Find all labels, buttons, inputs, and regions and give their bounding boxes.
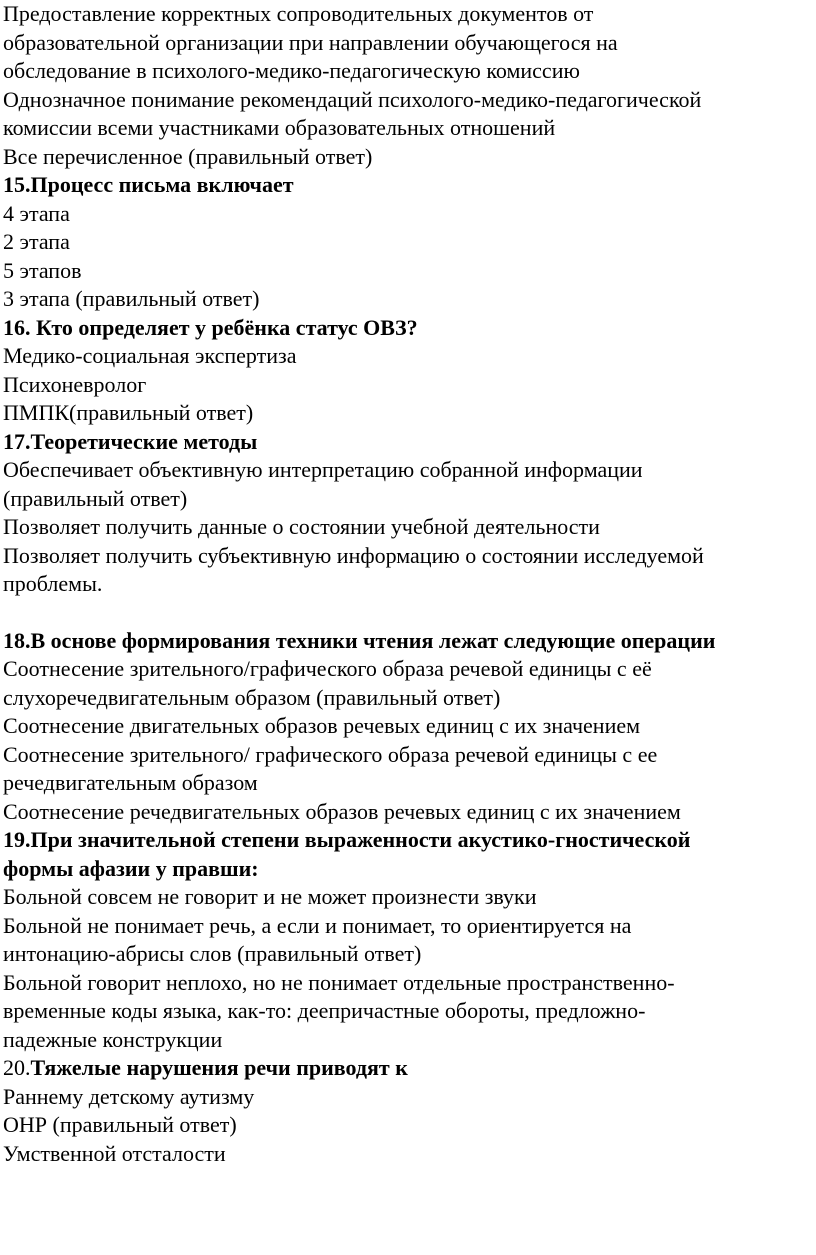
answer-line: Больной говорит неплохо, но не понимает отдельные пространственно- xyxy=(3,969,675,995)
answer-line: ПМПК(правильный ответ) xyxy=(3,400,254,425)
answer-line: Соотнесение речедвигательных образов речевых единиц с их значением xyxy=(3,798,681,824)
answer-line: Психоневролог xyxy=(3,371,147,397)
answer-line: интонацию-абрисы слов (правильный ответ) xyxy=(3,941,422,966)
question-18-heading: 18.В основе формирования техники чтения лежат следующие операции xyxy=(3,627,716,653)
answer-line: Медико-социальная экспертиза xyxy=(3,343,297,368)
answer-line: Обеспечивает объективную интерпретацию собранной информации xyxy=(3,457,643,482)
answer-line: падежные конструкции xyxy=(3,1026,223,1052)
answer-line: слухоречедвигательным образом (правильный ответ) xyxy=(3,684,501,710)
question-19-heading: 19.При значительной степени выраженности акустико-гностической xyxy=(3,827,691,852)
answer-line: образовательной организации при направлении обучающегося на xyxy=(3,29,618,55)
answer-line: Позволяет получить данные о состоянии учебной деятельности xyxy=(3,514,600,539)
answer-line: комиссии всеми участниками образовательных отношений xyxy=(3,115,556,140)
question-20-number: 20. xyxy=(3,1055,31,1080)
answer-line: Предоставление корректных сопроводительных документов от xyxy=(3,1,594,26)
question-20-heading xyxy=(3,1054,816,1083)
question-17-heading: 17.Теоретические методы xyxy=(3,428,258,454)
answer-line: (правильный ответ) xyxy=(3,485,188,511)
answer-line: Соотнесение зрительного/графического образа речевой единицы с её xyxy=(3,656,652,681)
answer-line: временные коды языка, как-то: деепричастные обороты, предложно- xyxy=(3,998,646,1023)
answer-line: Раннему детскому аутизму xyxy=(3,1083,255,1109)
answer-line: 4 этапа xyxy=(3,200,70,226)
answer-line: Умственной отсталости xyxy=(3,1140,226,1166)
answer-line: Все перечисленное (правильный ответ) xyxy=(3,143,373,169)
blank-line xyxy=(3,599,816,627)
question-16-heading: 16. Кто определяет у ребёнка статус ОВЗ? xyxy=(3,314,418,340)
answer-line: Однозначное понимание рекомендаций психолого-медико-педагогической xyxy=(3,86,702,112)
question-20-title: Тяжелые нарушения речи приводят к xyxy=(30,1055,408,1080)
answer-line: Больной не понимает речь, а если и понимает, то ориентируется на xyxy=(3,912,632,938)
question-19-heading-cont: формы афазии у правши: xyxy=(3,855,259,881)
answer-line: Соотнесение двигательных образов речевых единиц с их значением xyxy=(3,713,641,738)
answer-line: 3 этапа (правильный ответ) xyxy=(3,286,260,311)
answer-line: обследование в психолого-медико-педагогическую комиссию xyxy=(3,58,580,83)
question-15-heading: 15.Процесс письма включает xyxy=(3,172,294,197)
answer-line: Больной совсем не говорит и не может произнести звуки xyxy=(3,884,537,909)
answer-line: Позволяет получить субъективную информацию о состоянии исследуемой xyxy=(3,542,704,568)
answer-line: 5 этапов xyxy=(3,257,82,283)
answer-line: Соотнесение зрительного/ графического образа речевой единицы с ее xyxy=(3,741,658,767)
answer-line: ОНР (правильный ответ) xyxy=(3,1112,237,1137)
answer-line: проблемы. xyxy=(3,571,103,596)
answer-line: речедвигательным образом xyxy=(3,770,258,795)
answer-line: 2 этапа xyxy=(3,229,70,254)
